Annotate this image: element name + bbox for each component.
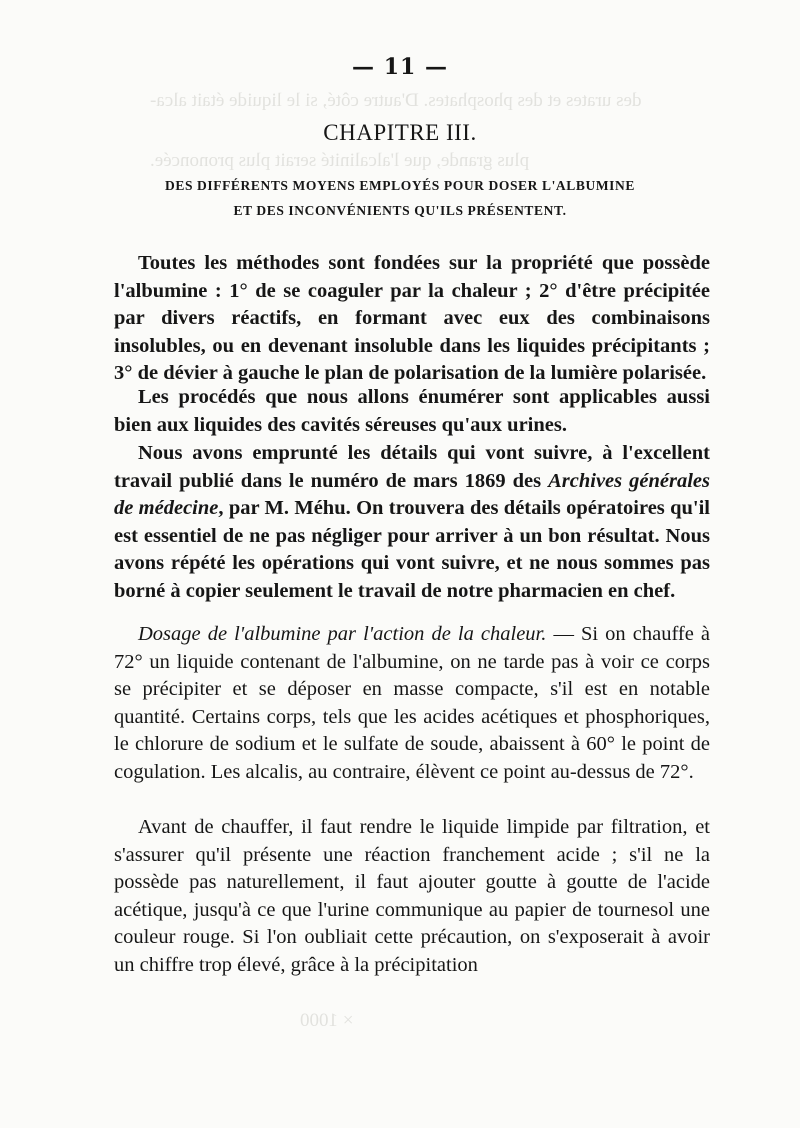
paragraph-heat-dosage [114, 621, 710, 787]
chapter-subtitle-line1: DES DIFFÉRENTS MOYENS EMPLOYÉS POUR DOSER L'ALBUMINE [164, 178, 635, 193]
paragraph-before-heating: Avant de chauffer, il faut rendre le liquide limpide par filtration, et s'assurer qu'il présente une réaction franchement acide ; s'il ne la possède pas naturellement, il faut ajouter goutte à goutte de l'acide acétique, jusqu'à ce que l'urine communique au papier de tournesol une couleur rouge. Si l'on oubliait cette précaution, on s'exposerait à avoir un chiffre trop élevé, grâce à la précipitation [114, 816, 710, 976]
paragraph-sources-text-end: , par M. Méhu. On trouvera des détails opératoires qu'il est essentiel de ne pas négliger pour arriver à un bon résultat. Nous avons répété les opérations qui vont suivre, et ne nous sommes pas borné à copier seulement le travail de notre pharmacien en chef. [114, 497, 710, 602]
bleed-through-text: plus grande, que l'alcalinité serait plus prononcée. [150, 150, 530, 171]
paragraph-sources-text-start: Nous avons emprunté les détails qui vont suivre, à l'excellent travail publié dans le numéro de mars 1869 des [114, 442, 710, 492]
journal-reference: Archives générales de médecine [114, 469, 711, 520]
page-number: — 11 — [352, 54, 448, 80]
bleed-through-text: des urates et des phosphates. D'autre côté, si le liquide était alca- [150, 90, 642, 111]
paragraph-sources [114, 440, 710, 606]
section-heading: Dosage de l'albumine par l'action de la chaleur. [138, 623, 547, 645]
paragraph-heat-dosage-text: — Si on chauffe à 72° un liquide contenant de l'albumine, on ne tarde pas à voir ce corps se précipiter et se déposer en masse compacte, s'il est en notable quantité. Certains corps, tels que les acides acétiques et phosphoriques, le chlorure de sodium et le sulfate de soude, abaissent à 60° le point de cogulation. Les alcalis, au contraire, élèvent ce point au-dessus de 72°. [114, 623, 710, 783]
chapter-subtitle-line2: ET DES INCONVÉNIENTS QU'ILS PRÉSENTENT. [233, 203, 567, 218]
bleed-through-text: × 1000 [300, 1010, 354, 1031]
paragraph-procedures: Les procédés que nous allons énumérer sont applicables aussi bien aux liquides des cavités séreuses qu'aux urines. [114, 386, 710, 436]
paragraph-methods: Toutes les méthodes sont fondées sur la propriété que possède l'albumine : 1° de se coaguler par la chaleur ; 2° d'être précipitée par divers réactifs, en formant avec eux des combinaisons insolubles, ou en devenant insoluble dans les liquides précipitants ; 3° de dévier à gauche le plan de polarisation de la lumière polarisée. [114, 252, 710, 385]
chapter-title: CHAPITRE III. [323, 120, 477, 145]
